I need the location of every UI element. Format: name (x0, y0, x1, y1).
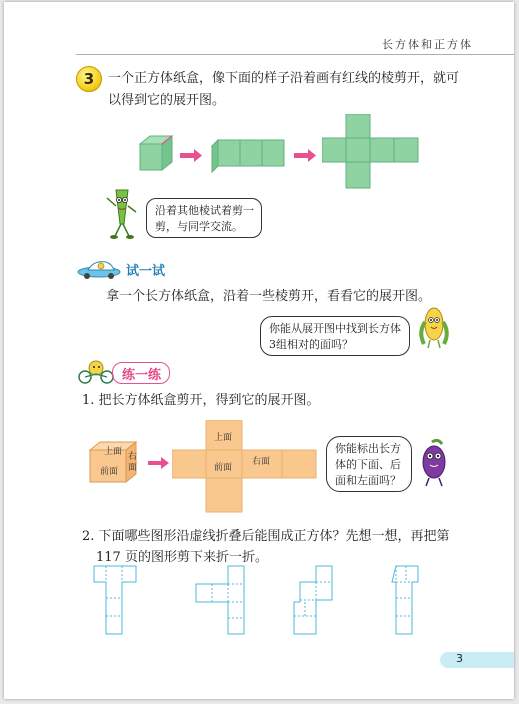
net-option-4 (392, 566, 418, 634)
box-label-front: 前面 (100, 467, 119, 477)
speech-bubble-example (146, 198, 262, 238)
practice-section-title: 练一练 (122, 368, 162, 383)
box-label-right: 右面 (128, 452, 138, 473)
header-divider (76, 54, 514, 55)
speech-bubble-try (260, 316, 410, 356)
example-text-line2: 以得到它的展开图。 (108, 93, 226, 108)
pink-arrow-2 (294, 149, 316, 162)
speech-bubble-practice (326, 436, 412, 492)
speech-bubble-try-line2: 3组相对的面吗？ (269, 338, 353, 351)
pink-arrow-1 (180, 149, 202, 162)
cuboid-net (172, 420, 318, 514)
pencil-mascot-icon (102, 188, 142, 240)
page-header-title: 长方体和正方体 (382, 38, 473, 51)
practice-question-2-line1: 2. 下面哪些图形沿虚线折叠后能围成正方体？先想一想，再把第 (82, 529, 450, 544)
net-label-right: 右面 (252, 457, 271, 467)
green-cube (140, 136, 172, 170)
bicycle-icon (76, 360, 116, 384)
try-section-title: 试一试 (126, 264, 166, 279)
folding-nets-row (88, 562, 444, 638)
net-label-front: 前面 (214, 463, 233, 473)
speech-bubble-practice-line1: 你能标出长方 (335, 442, 401, 455)
example-text-line1: 一个正方体纸盒，像下面的样子沿着画有红线的棱剪开，就可 (108, 71, 460, 86)
try-section-text: 拿一个长方体纸盒，沿着一些棱剪开，看看它的展开图。 (106, 289, 432, 304)
eggplant-mascot-icon (414, 438, 454, 488)
textbook-page (4, 2, 514, 699)
practice-question-2-line2: 117 页的图形剪下来折一折。 (96, 550, 268, 565)
car-icon (76, 258, 122, 280)
page-number-tab (440, 652, 514, 668)
page-number: 3 (456, 652, 463, 665)
partially-unfolded-cube (212, 140, 284, 172)
net-option-2 (196, 566, 244, 634)
speech-bubble-practice-line3: 面和左面吗？ (335, 474, 401, 487)
speech-bubble-example-line2: 剪，与同学交流。 (155, 220, 243, 233)
pink-arrow-3 (148, 456, 170, 470)
speech-bubble-try-line1: 你能从展开图中找到长方体 (269, 322, 401, 335)
box-label-top: 上面 (104, 447, 123, 457)
example-number-badge: 3 (76, 66, 102, 92)
cube-cross-net (322, 114, 422, 192)
practice-question-1: 1. 把长方体纸盒剪开，得到它的展开图。 (82, 393, 320, 408)
speech-bubble-practice-line2: 体的下面、后 (335, 458, 401, 471)
speech-bubble-example-line1: 沿着其他棱试着剪一 (155, 204, 254, 217)
net-option-1 (94, 566, 136, 634)
net-label-top: 上面 (214, 433, 233, 443)
net-option-3 (294, 566, 332, 634)
corn-mascot-icon (416, 304, 452, 350)
